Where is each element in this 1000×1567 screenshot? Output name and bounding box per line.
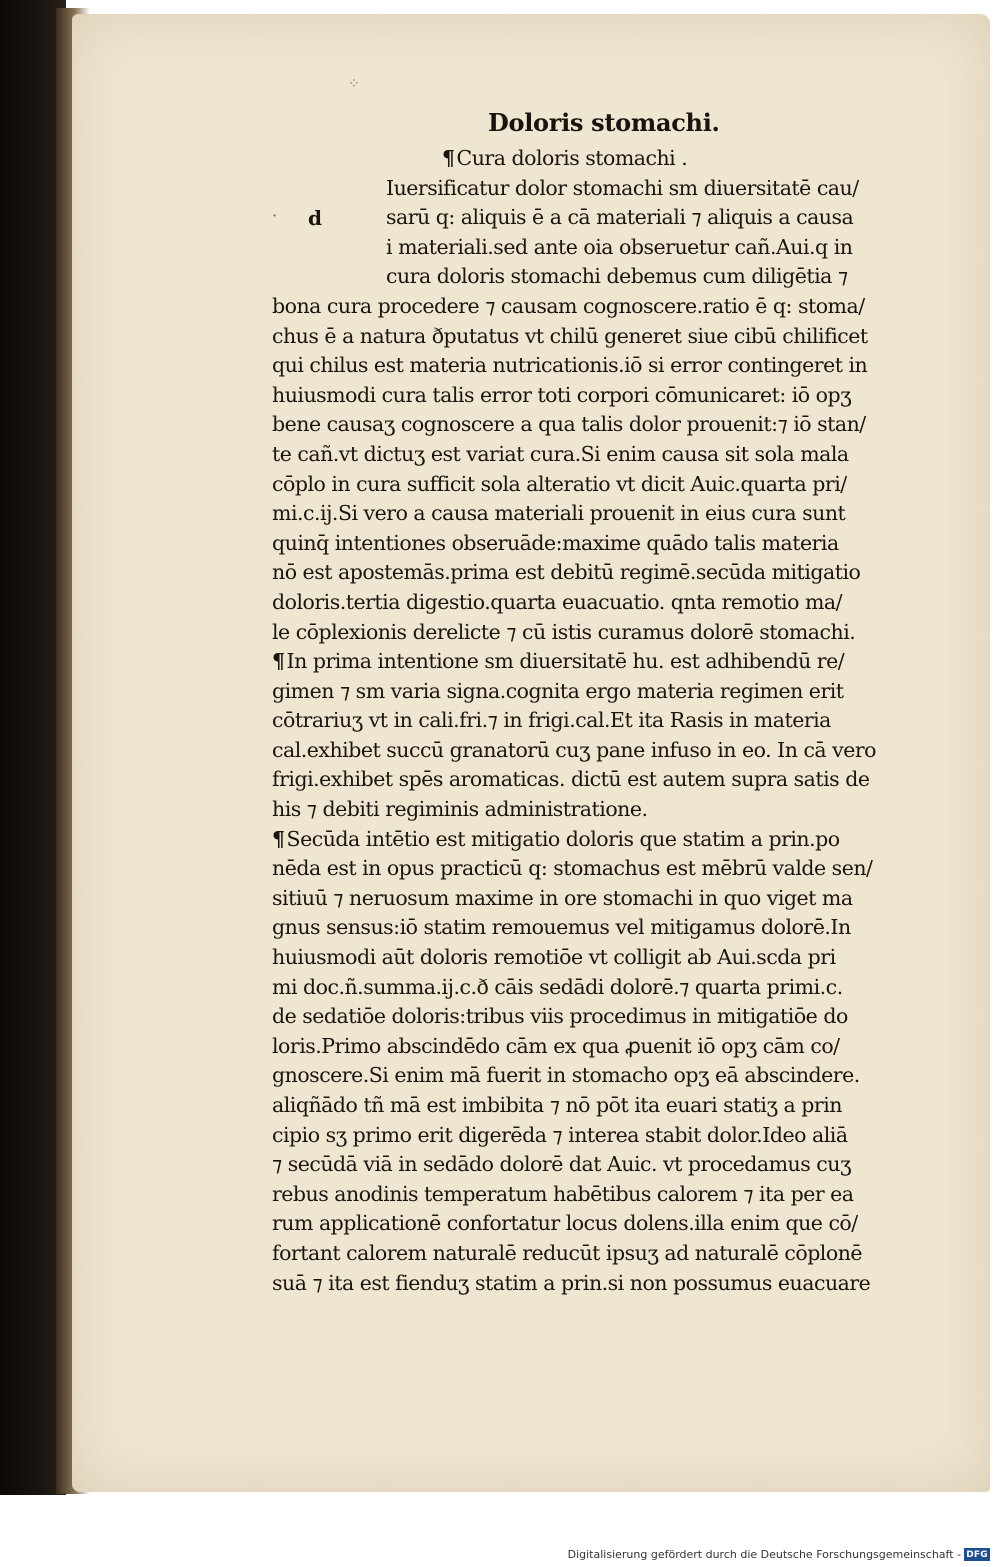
text-line: bene causaʒ cognoscere a qua talis dolor prouenit:⁊ iō stan/	[272, 412, 866, 437]
text-line: cōplo in cura sufficit sola alteratio vt dicit Auic.quarta pri/	[272, 471, 847, 496]
text-line: mi.c.ij.Si vero a causa materiali prouenit in eius cura sunt	[272, 501, 846, 526]
text-line: rum applicationē confortatur locus dolens.illa enim que cō/	[272, 1211, 858, 1236]
body-text	[272, 144, 928, 1298]
pilcrow-icon: ¶	[272, 826, 285, 851]
section-title: ¶Cura doloris stomachi .	[442, 146, 688, 170]
paragraph-start: ¶Secūda intētio est mitigatio doloris que statim a prin.po	[272, 826, 840, 851]
text-line: i materiali.sed ante oia obseruetur cañ.Aui.q in	[386, 234, 853, 259]
text-line: te cañ.vt dictuʒ est variat cura.Si enim causa sit sola mala	[272, 441, 849, 466]
text-line: sitiuū ⁊ neruosum maxime in ore stomachi in quo viget ma	[272, 885, 853, 910]
text-line: gnoscere.Si enim mā fuerit in stomacho opʒ eā abscindere.	[272, 1063, 860, 1088]
text-line: his ⁊ debiti regiminis administratione.	[272, 797, 648, 822]
text-line: cōtrariuʒ vt in cali.fri.⁊ in frigi.cal.Et ita Rasis in materia	[272, 708, 831, 733]
text-line: cal.exhibet succū granatorū cuʒ pane infuso in eo. In cā vero	[272, 737, 877, 762]
text-line: le cōplexionis derelicte ⁊ cū istis curamus dolorē stomachi.	[272, 619, 856, 644]
text-line: fortant calorem naturalē reducūt ipsuʒ ad naturalē cōplonē	[272, 1240, 863, 1265]
text-line: cura doloris stomachi debemus cum diligētia ⁊	[386, 264, 848, 289]
text-line: nō est apostemās.prima est debitū regimē.secūda mitigatio	[272, 560, 861, 585]
pilcrow-icon: ¶	[272, 649, 285, 674]
text-line: rebus anodinis temperatum habētibus calorem ⁊ ita per ea	[272, 1181, 854, 1206]
text-line: sarū q: aliquis ē a cā materiali ⁊ aliquis a causa	[386, 205, 854, 230]
margin-letter: d	[308, 206, 322, 230]
text-line: de sedatiōe doloris:tribus viis procedimus in mitigatiōe do	[272, 1004, 848, 1029]
margin-dot: ·	[272, 206, 278, 225]
text-line: huiusmodi aūt doloris remotiōe vt colligit ab Aui.scda pri	[272, 945, 836, 970]
digitization-credit	[568, 1548, 990, 1561]
text-line: chus ē a natura ðputatus vt chilū generet siue cibū chilificet	[272, 323, 868, 348]
text-line: mi doc.ñ.summa.ij.c.ð cāis sedādi dolorē.⁊ quarta primi.c.	[272, 974, 843, 999]
text-line: aliqñādo tñ mā est imbibita ⁊ nō pōt ita euari statiʒ a prin	[272, 1093, 842, 1117]
text-line: gimen ⁊ sm varia signa.cognita ergo materia regimen erit	[272, 678, 844, 703]
text-line: ⁊ secūdā viā in sedādo dolorē dat Auic. vt procedamus cuʒ	[272, 1152, 852, 1177]
text-line: doloris.tertia digestio.quarta euacuatio. qnta remotio ma/	[272, 589, 843, 614]
text-line: quinq̄ intentiones obseruāde:maxime quādo talis materia	[272, 530, 839, 555]
text-line: frigi.exhibet spēs aromaticas. dictū est autem supra satis de	[272, 767, 870, 792]
dfg-logo-icon: DFG	[964, 1548, 990, 1561]
margin-scribble: ⁘	[348, 76, 360, 92]
text-line: gnus sensus:iō statim remouemus vel mitigamus dolorē.In	[272, 915, 851, 940]
text-line: loris.Primo abscindēdo cām ex qua ꝓuenit iō opʒ cām co/	[272, 1033, 840, 1058]
text-line: suā ⁊ ita est fienduʒ statim a prin.si non possumus euacuare	[272, 1270, 871, 1295]
credit-text: Digitalisierung gefördert durch die Deutsche Forschungsgemeinschaft -	[567, 1548, 961, 1561]
text-line: cipio sʒ primo erit digerēda ⁊ interea stabit dolor.Ideo aliā	[272, 1122, 848, 1147]
paragraph-start: ¶In prima intentione sm diuersitatē hu. est adhibendū re/	[272, 649, 845, 674]
text-line: Iuersificatur dolor stomachi sm diuersitatē cau/	[386, 175, 859, 200]
text-line: qui chilus est materia nutricationis.iō si error contingeret in	[272, 353, 868, 378]
text-line: bona cura procedere ⁊ causam cognoscere.ratio ē q: stoma/	[272, 293, 865, 318]
text-line: huiusmodi cura talis error toti corpori cōmunicaret: iō opʒ	[272, 382, 852, 407]
text-line: nēda est in opus practicū q: stomachus est mēbrū valde sen/	[272, 856, 873, 881]
pilcrow-icon: ¶	[442, 146, 455, 170]
running-heading: Doloris stomachi.	[488, 108, 720, 137]
